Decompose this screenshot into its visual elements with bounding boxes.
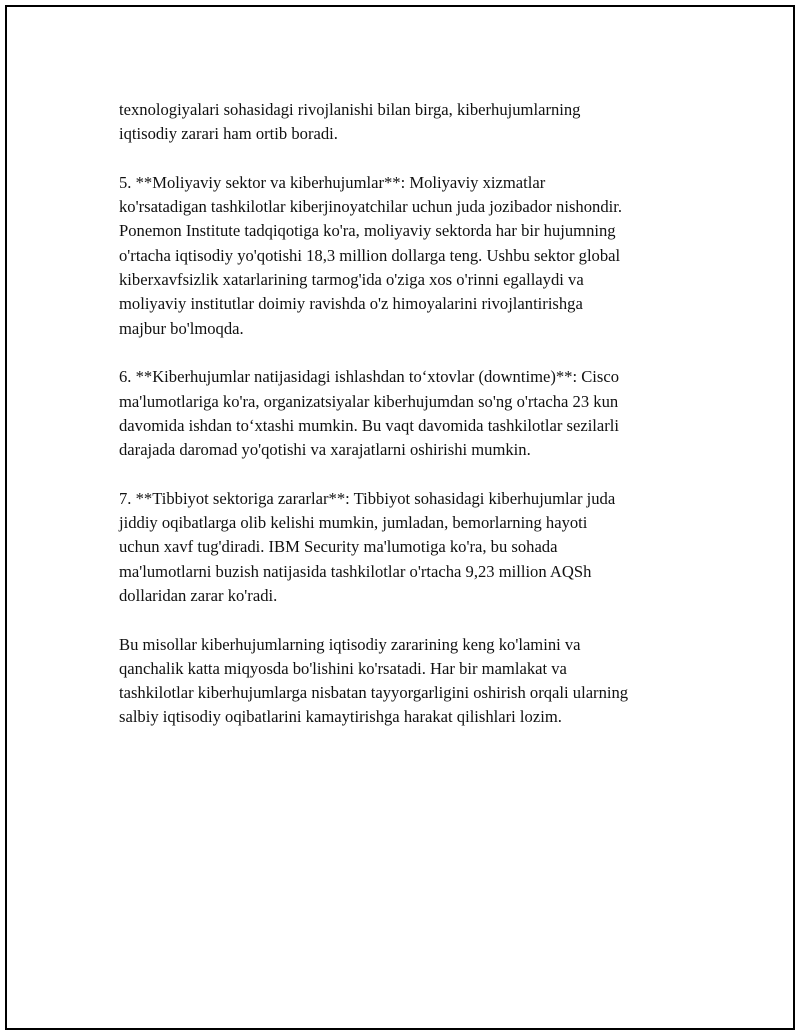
text-line: ma'lumotlarni buzish natijasida tashkilotlar o'rtacha 9,23 million AQSh <box>119 561 592 581</box>
text-line: 5. **Moliyaviy sektor va kiberhujumlar**: Moliyaviy xizmatlar <box>119 172 546 192</box>
text-line: iqtisodiy zarari ham ortib boradi. <box>119 124 338 144</box>
paragraph-item-7-healthcare <box>119 487 699 608</box>
text-line: uchun xavf tug'diradi. IBM Security ma'lumotiga ko'ra, bu sohada <box>119 537 558 557</box>
text-line: texnologiyalari sohasidagi rivojlanishi bilan birga, kiberhujumlarning <box>119 100 581 119</box>
text-line: o'rtacha iqtisodiy yo'qotishi 18,3 million dollarga teng. Ushbu sektor global <box>119 245 621 265</box>
text-line: jiddiy oqibatlarga olib kelishi mumkin, jumladan, bemorlarning hayoti <box>119 513 588 533</box>
text-line: majbur bo'lmoqda. <box>119 318 244 338</box>
text-line: qanchalik katta miqyosda bo'lishini ko'rsatadi. Har bir mamlakat va <box>119 658 567 678</box>
text-line: Ponemon Institute tadqiqotiga ko'ra, moliyaviy sektorda har bir hujumning <box>119 221 616 241</box>
text-line: kiberxavfsizlik xatarlarining tarmog'ida o'ziga xos o'rinni egallaydi va <box>119 270 584 290</box>
text-line: Bu misollar kiberhujumlarning iqtisodiy zararining keng ko'lamini va <box>119 634 581 654</box>
text-line: darajada daromad yo'qotishi va xarajatlarni oshirishi mumkin. <box>119 440 531 460</box>
paragraph-item-6-downtime <box>119 365 699 462</box>
paragraph-item-5-financial-sector <box>119 171 699 341</box>
text-line: ko'rsatadigan tashkilotlar kiberjinoyatchilar uchun juda jozibador nishondir. <box>119 197 622 217</box>
document-body <box>119 98 699 754</box>
text-line: dollaridan zarar ko'radi. <box>119 585 278 605</box>
text-line: 6. **Kiberhujumlar natijasidagi ishlashdan to‘xtovlar (downtime)**: Cisco <box>119 367 620 387</box>
text-line: moliyaviy institutlar doimiy ravishda o'z himoyalarini rivojlantirishga <box>119 294 583 314</box>
text-line: tashkilotlar kiberhujumlarga nisbatan tayyorgarligini oshirish orqali ularning <box>119 683 629 703</box>
page-frame <box>5 5 795 1030</box>
text-line: 7. **Tibbiyot sektoriga zararlar**: Tibbiyot sohasidagi kiberhujumlar juda <box>119 488 616 508</box>
text-line: ma'lumotlariga ko'ra, organizatsiyalar kiberhujumdan so'ng o'rtacha 23 kun <box>119 391 619 411</box>
text-line: salbiy iqtisodiy oqibatlarini kamaytirishga harakat qilishlari lozim. <box>119 707 562 727</box>
paragraph-intro-continuation <box>119 98 699 147</box>
text-line: davomida ishdan to‘xtashi mumkin. Bu vaqt davomida tashkilotlar sezilarli <box>119 415 620 435</box>
paragraph-conclusion <box>119 633 699 730</box>
